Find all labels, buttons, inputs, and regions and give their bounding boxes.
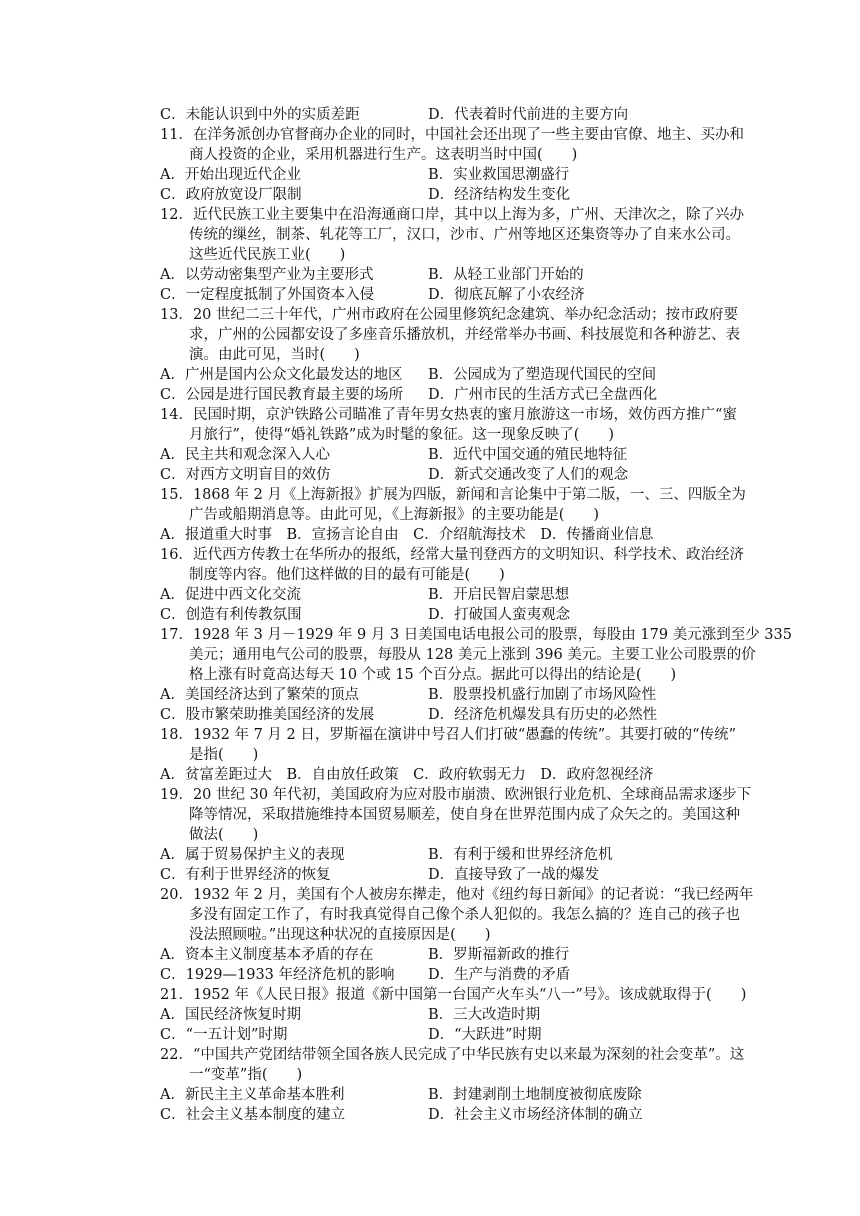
q16-option-b: B．开启民智启蒙思想 [428,587,570,603]
q22-option-b: B．封建剥削土地制度被彻底废除 [428,1087,642,1103]
question-17-line-3: 格上涨有时竟高达每天 10 个或 15 个百分点。据此可以得出的结论是( ) [160,667,677,683]
q17-option-a: A．美国经济达到了繁荣的顶点 [160,687,359,703]
q18-options: A．贫富差距过大 B．自由放任政策 C．政府软弱无力 D．政府忽视经济 [160,767,654,783]
question-13-line-3: 演。由此可见，当时( ) [160,347,360,363]
q22-option-c: C．社会主义基本制度的建立 [160,1107,346,1123]
q17-option-b: B．股票投机盛行加剧了市场风险性 [428,687,657,703]
q15-options: A．报道重大时事 B．宣扬言论自由 C．介绍航海技术 D．传播商业信息 [160,527,654,543]
q17-option-c: C．股市繁荣助推美国经济的发展 [160,707,375,723]
option-c-prev: C．未能认识到中外的实质差距 [160,107,360,123]
question-18-line-2: 是指( ) [160,747,259,763]
question-12-line-3: 这些近代民族工业( ) [160,247,346,263]
q21-option-a: A．国民经济恢复时期 [160,1007,301,1023]
q19-option-b: B．有利于缓和世界经济危机 [428,847,613,863]
q19-option-d: D．直接导致了一战的爆发 [428,867,600,883]
q14-option-d: D．新式交通改变了人们的观念 [428,467,629,483]
q20-option-a: A．资本主义制度基本矛盾的存在 [160,947,374,963]
question-15-line-1: 15．1868 年 2 月《上海新报》扩展为四版，新闻和言论集中于第二版，一、三、四版全为 [160,487,746,503]
question-19-line-2: 降等情况，采取措施维持本国贸易顺差，使自身在世界范围内成了众矢之的。美国这种 [160,807,740,823]
q20-option-d: D．生产与消费的矛盾 [428,967,571,983]
q19-option-a: A．属于贸易保护主义的表现 [160,847,345,863]
question-22-line-2: 一“变革”指( ) [160,1067,303,1083]
q20-option-b: B．罗斯福新政的推行 [428,947,570,963]
question-17-line-1: 17．1928 年 3 月－1929 年 9 月 3 日美国电话电报公司的股票，每股由 179 美元涨到至少 335 [160,627,792,643]
question-22-line-1: 22．“中国共产党团结带领全国各族人民完成了中华民族有史以来最为深刻的社会变革”。这 [160,1047,745,1063]
q21-option-b: B．三大改造时期 [428,1007,541,1023]
question-13-line-2: 求，广州的公园都安设了多座音乐播放机，并经常举办书画、科技展览和各种游艺、表 [160,327,740,343]
option-d-prev: D．代表着时代前进的主要方向 [428,107,629,123]
q11-option-d: D．经济结构发生变化 [428,187,571,203]
q20-option-c: C．1929—1933 年经济危机的影响 [160,967,395,983]
question-12-line-1: 12．近代民族工业主要集中在沿海通商口岸，其中以上海为多，广州、天津次之，除了兴办 [160,207,744,223]
question-17-line-2: 美元；通用电气公司的股票，每股从 128 美元上涨到 396 美元。主要工业公司股票的价 [160,647,756,663]
question-21-line-1: 21．1952 年《人民日报》报道《新中国第一台国产火车头“八一”号》。该成就取得于( ) [160,987,747,1003]
question-12-line-2: 传统的缫丝，制茶、轧花等工厂，汉口，沙市、广州等地区还集资等办了自来水公司。 [160,227,740,243]
question-18-line-1: 18．1932 年 7 月 2 日，罗斯福在演讲中号召人们打破“愚蠢的传统”。其要打破的“传统” [160,727,736,743]
question-13-line-1: 13．20 世纪二三十年代，广州市政府在公园里修筑纪念建筑、举办纪念活动；按市政府要 [160,307,739,323]
q12-option-a: A．以劳动密集型产业为主要形式 [160,267,374,283]
q21-option-d: D．“大跃进”时期 [428,1027,542,1043]
q13-option-a: A．广州是国内公众文化最发达的地区 [160,367,403,383]
q11-option-b: B．实业救国思潮盛行 [428,167,570,183]
q12-option-c: C．一定程度抵制了外国资本入侵 [160,287,375,303]
q13-option-d: D．广州市民的生活方式已全盘西化 [428,387,658,403]
question-15-line-2: 广告或船期消息等。由此可见，《上海新报》的主要功能是( ) [160,507,600,523]
q12-option-b: B．从轻工业部门开始的 [428,267,584,283]
q16-option-a: A．促进中西文化交流 [160,587,301,603]
q17-option-d: D．经济危机爆发具有历史的必然性 [428,707,658,723]
question-11-line-1: 11．在洋务派创办官督商办企业的同时，中国社会还出现了一些主要由官僚、地主、买办和 [160,127,744,143]
q21-option-c: C．“一五计划”时期 [160,1027,288,1043]
q14-option-c: C．对西方文明盲目的效仿 [160,467,331,483]
q22-option-a: A．新民主主义革命基本胜利 [160,1087,345,1103]
q19-option-c: C．有利于世界经济的恢复 [160,867,331,883]
question-11-line-2: 商人投资的企业，采用机器进行生产。这表明当时中国( ) [160,147,578,163]
question-19-line-3: 做法( ) [160,827,259,843]
question-16-line-2: 制度等内容。他们这样做的目的最有可能是( ) [160,567,505,583]
q12-option-d: D．彻底瓦解了小农经济 [428,287,585,303]
question-14-line-2: 月旅行”，使得“婚礼铁路”成为时髦的象征。这一现象反映了( ) [160,427,615,443]
q16-option-c: C．创造有利传教氛围 [160,607,302,623]
q14-option-a: A．民主共和观念深入人心 [160,447,330,463]
q11-option-c: C．政府放宽设厂限制 [160,187,302,203]
q14-option-b: B．近代中国交通的殖民地特征 [428,447,628,463]
question-16-line-1: 16．近代西方传教士在华所办的报纸，经常大量刊登西方的文明知识、科学技术、政治经济 [160,547,744,563]
q22-option-d: D．社会主义市场经济体制的确立 [428,1107,643,1123]
question-20-line-2: 多没有固定工作了，有时我真觉得自己像个杀人犯似的。我怎么搞的？连自己的孩子也 [160,907,740,923]
question-14-line-1: 14．民国时期，京沪铁路公司瞄准了青年男女热衷的蜜月旅游这一市场，效仿西方推广“蜜 [160,407,737,423]
question-20-line-3: 没法照顾啦。”出现这种状况的直接原因是( ) [160,927,491,943]
q13-option-c: C．公园是进行国民教育最主要的场所 [160,387,404,403]
q11-option-a: A．开始出现近代企业 [160,167,301,183]
q13-option-b: B．公园成为了塑造现代国民的空间 [428,367,657,383]
question-19-line-1: 19．20 世纪 30 年代初，美国政府为应对股市崩溃、欧洲银行业危机、全球商品需求逐步下 [160,787,752,803]
q16-option-d: D．打破国人蛮夷观念 [428,607,571,623]
question-20-line-1: 20．1932 年 2 月，美国有个人被房东撵走，他对《纽约每日新闻》的记者说：“我已经两年 [160,887,754,903]
